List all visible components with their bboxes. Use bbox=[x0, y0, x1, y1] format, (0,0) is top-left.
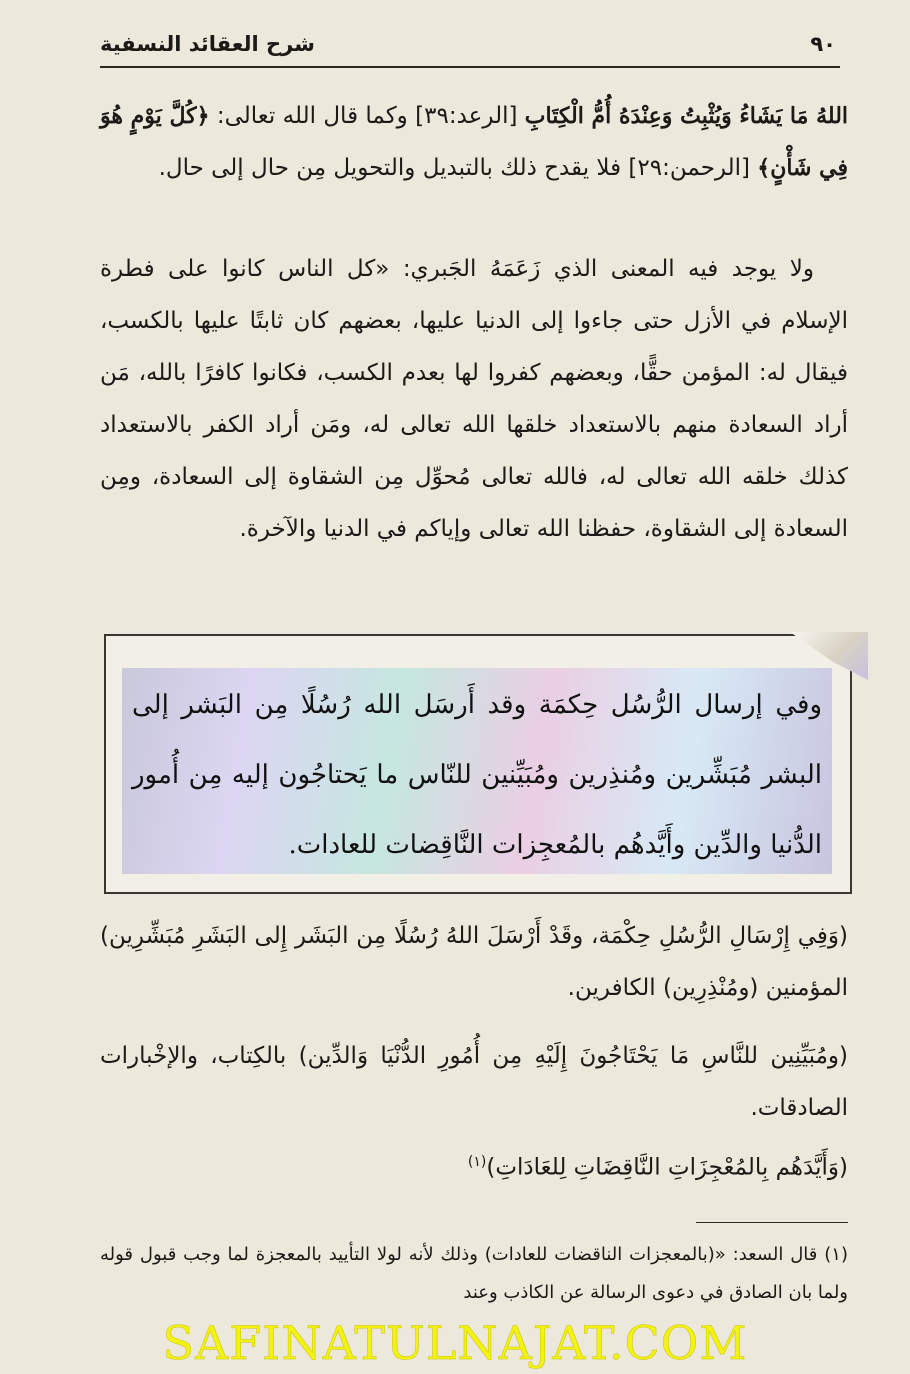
quran-quote-2: ﴿كُلَّ يَوْمٍ هُوَ فِي شَأْنٍ﴾ bbox=[100, 103, 848, 181]
commentary-1: (وَفِي إِرْسَالِ الرُّسُلِ حِكْمَة، وقَدْ أَرْسَلَ اللهُ رُسُلًا مِن البَشَر إِلى البَشَرِ مُبَشِّرِين) المؤمنين (ومُنْذِرِين) الكافرين. bbox=[100, 923, 848, 1001]
running-title: شرح العقائد النسفية bbox=[100, 32, 315, 56]
page-number: ٩٠ bbox=[810, 32, 836, 56]
matn-text: وفي إرسال الرُّسُل حِكمَة وقد أَرسَل الله رُسُلًا مِن البَشر إلى البشر مُبَشِّرين ومُنذِرين ومُبَيِّنين للنّاس ما يَحتاجُون إليه مِن أُمور الدُّنيا والدِّين وأَيَّدهُم بالمُعجِزات النَّاقِضات للعادات. bbox=[132, 690, 822, 860]
page-header bbox=[100, 30, 840, 68]
commentary-2: (ومُبَيِّنِين للنَّاسِ مَا يَحْتَاجُونَ إِلَيْهِ مِن أُمُورِ الدُّنْيَا وَالدِّين) بالكِتاب، والإخْبارات الصادقات. bbox=[100, 1043, 848, 1121]
paragraph-quran-ref bbox=[100, 90, 848, 194]
footnote-text: (١) قال السعد: «(بالمعجزات الناقضات للعادات) وذلك لأنه لولا التأييد بالمعجزة لما وجب قبول قوله ولما بان الصادق في دعوى الرسالة عن الكاذب وعند bbox=[100, 1244, 848, 1303]
footnote-marker: (١) bbox=[467, 1154, 487, 1170]
watermark: SAFINATULNAJAT.COM bbox=[162, 1316, 748, 1370]
surah-ref-1: [الرعد:٣٩] وكما قال الله تعالى: bbox=[209, 103, 525, 129]
commentary-3 bbox=[100, 1136, 848, 1194]
paragraph-jabri: ولا يوجد فيه المعنى الذي زَعَمَهُ الجَبري: «كل الناس كانوا على فطرة الإسلام في الأزل حتى جاءوا إلى الدنيا عليها، بعضهم كان ثابتًا عليها بالكسب، فيقال له: المؤمن حقًّا، وبعضهم كفروا لها بعدم الكسب، فكانوا كافرًا بالله، مَن أراد السعادة منهم بالاستعداد خلقها الله تعالى له، ومَن أراد الكفر بالاستعداد كذلك خلقه الله تعالى له، فالله تعالى مُحوِّل مِن الشقاوة إلى السعادة، ومِن السعادة إلى الشقاوة، حفظنا الله تعالى وإياكم في الدنيا والآخرة. bbox=[100, 256, 848, 542]
matn-box bbox=[104, 634, 858, 900]
commentary-3-text: (وَأَيَّدَهُم بِالمُعْجِزَاتِ النَّاقِضَاتِ لِلعَادَاتِ) bbox=[486, 1154, 848, 1181]
quran-quote-1: اللهُ مَا يَشَاءُ وَيُثْبِتُ وَعِنْدَهُ أُمُّ الْكِتَابِ bbox=[524, 103, 849, 129]
footnote-divider bbox=[696, 1222, 848, 1223]
surah-ref-2: [الرحمن:٢٩] فلا يقدح ذلك بالتبديل والتحويل مِن حال إلى حال. bbox=[158, 155, 758, 181]
